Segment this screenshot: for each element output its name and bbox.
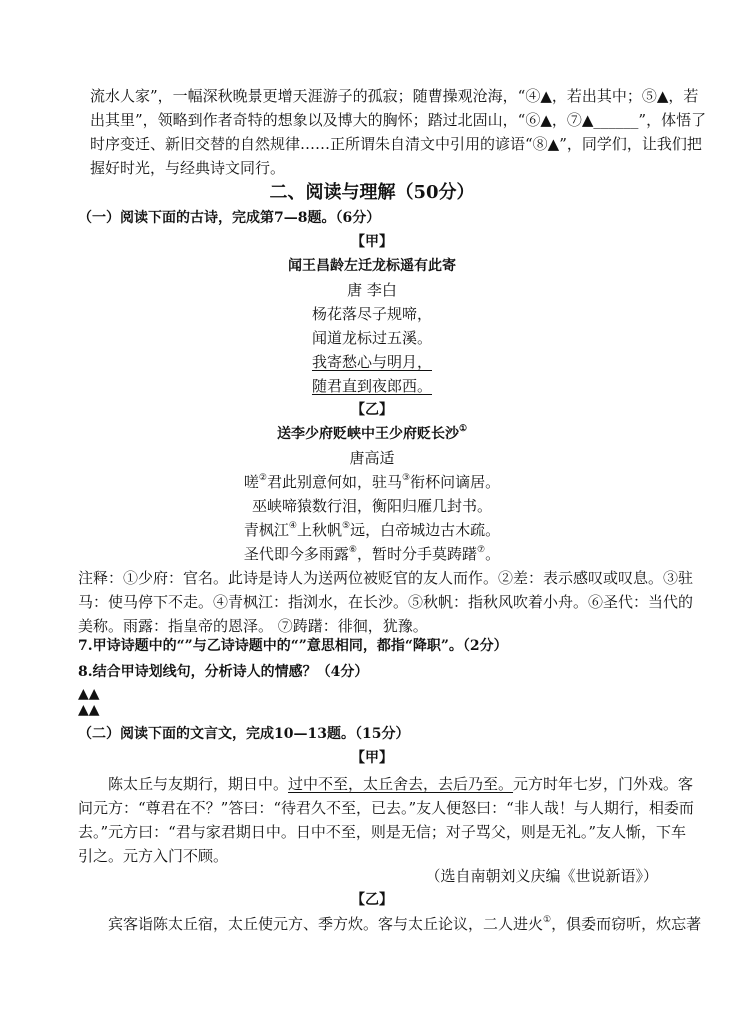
text-a-line-3: 去。”元方曰：“君与家君期日中。日中不至，则是无信；对子骂父，则是无礼。”友人惭，下车	[78, 823, 687, 841]
poem-b-tag: 【乙】	[351, 402, 393, 418]
text-b-tag: 【乙】	[351, 892, 393, 908]
poem-b-line-2: 巫峡啼猿数行泪，衡阳归雁几封书。	[251, 497, 492, 515]
poem-b-line-1	[0, 470, 744, 494]
note-marker: ③	[402, 473, 411, 483]
note-marker: ①	[543, 915, 552, 925]
text-a-line-4: 引之。元方入门不顾。	[78, 847, 229, 865]
poem-text: ，暂时分手莫踌躇	[356, 545, 477, 563]
text-a-source: （选自南朝刘义庆编《世说新语》）	[425, 867, 658, 885]
poem-text: 远，白帝城边古木疏。	[350, 521, 501, 539]
poem-a-line-1: 杨花落尽子规啼，	[311, 305, 432, 323]
poem-text: 君此别意何如，驻马	[266, 473, 402, 491]
poem-text: 青枫江	[243, 521, 289, 539]
poem-text: 圣代即今多雨露	[243, 545, 349, 563]
poem-b-line-4	[0, 542, 744, 566]
note-marker: ②	[258, 473, 267, 483]
question-7: 7.甲诗诗题中的“”与乙诗诗题中的“”意思相同，都指“降职”。（2分）	[78, 638, 508, 654]
classical-text: 陈太丘与友期行，期日中。	[108, 775, 289, 793]
poem-text: 。	[485, 545, 501, 563]
poem-a-line-2: 闻道龙标过五溪。	[311, 329, 432, 347]
poem-b-title-text: 送李少府贬峡中王少府贬长沙	[276, 426, 459, 442]
poem-text: 衔杯问谪居。	[410, 473, 501, 491]
underlined-sentence: 过中不至，太丘舍去，去后乃至。	[288, 775, 514, 793]
question-8: 8.结合甲诗划线句，分析诗人的情感？（4分）	[78, 664, 369, 680]
poem-b-author: 唐高适	[349, 449, 395, 467]
notes-line-3: 美称。雨露：指皇帝的恩泽。 ⑦踌躇：徘徊，犹豫。	[78, 617, 428, 635]
note-marker: ⑤	[342, 521, 351, 531]
classical-text: 宾客诣陈太丘宿，太丘使元方、季方炊。客与太丘论议，二人进火	[108, 915, 544, 933]
poem-a-line-4	[0, 374, 744, 398]
poem-a-underlined-line-3: 我寄愁心与明月，	[311, 353, 432, 371]
section-2-title: 二、阅读与理解（50分）	[269, 182, 475, 203]
poem-b-title	[0, 422, 744, 446]
classical-text: 元方时年七岁，门外戏。客	[513, 775, 694, 793]
intro-line-3: 时序变迁、新旧交替的自然规律……正所谓朱自清文中引用的谚语“⑧▲”，同学们，让我们把	[90, 135, 702, 153]
text-b-line-1	[108, 912, 701, 936]
intro-line-1: 流水人家”，一幅深秋晚景更增天涯游子的孤寂；随曹操观沧海，“④▲，若出其中；⑤▲，若	[90, 87, 699, 105]
poem-b-line-3	[0, 518, 744, 542]
answer-blank-2: ▲▲	[78, 702, 100, 718]
answer-blank-1: ▲▲	[78, 686, 100, 702]
note-marker: ⑥	[348, 545, 357, 555]
notes-line-1: 注释：①少府：官名。此诗是诗人为送两位被贬官的友人而作。②差：表示感叹或叹息。③驻	[78, 569, 694, 587]
note-marker: ①	[458, 424, 468, 435]
poem-a-underlined-line-4: 随君直到夜郎西。	[311, 377, 432, 395]
text-a-line-2: 问元方：“尊君在不？”答曰：“待君久不至，已去。”友人便怒曰：“非人哉！与人期行，相委而	[78, 799, 694, 817]
poem-text: 嗟	[243, 473, 259, 491]
text-a-tag: 【甲】	[351, 750, 393, 766]
note-marker: ⑦	[477, 545, 486, 555]
part-1-heading: （一）阅读下面的古诗，完成第7—8题。（6分）	[78, 210, 381, 226]
poem-text: 上秋帆	[296, 521, 342, 539]
note-marker: ④	[288, 521, 297, 531]
poem-a-line-3	[0, 350, 744, 374]
poem-a-tag: 【甲】	[351, 234, 393, 250]
text-a-line-1	[108, 772, 693, 796]
part-2-heading: （二）阅读下面的文言文，完成10—13题。（15分）	[78, 726, 410, 742]
intro-line-4: 握好时光，与经典诗文同行。	[90, 159, 286, 177]
poem-a-author: 唐 李白	[347, 281, 397, 299]
poem-a-title: 闻王昌龄左迁龙标遥有此寄	[288, 258, 456, 274]
classical-text: ，俱委而窃听，炊忘著	[551, 915, 702, 933]
notes-line-2: 马：使马停下不走。④青枫江：指浏水，在长沙。⑤秋帆：指秋风吹着小舟。⑥圣代：当代的	[78, 593, 694, 611]
intro-line-2: 出其里”，领略到作者奇特的想象以及博大的胸怀；踏过北固山，“⑥▲，⑦▲______”，体悟了	[90, 111, 707, 129]
